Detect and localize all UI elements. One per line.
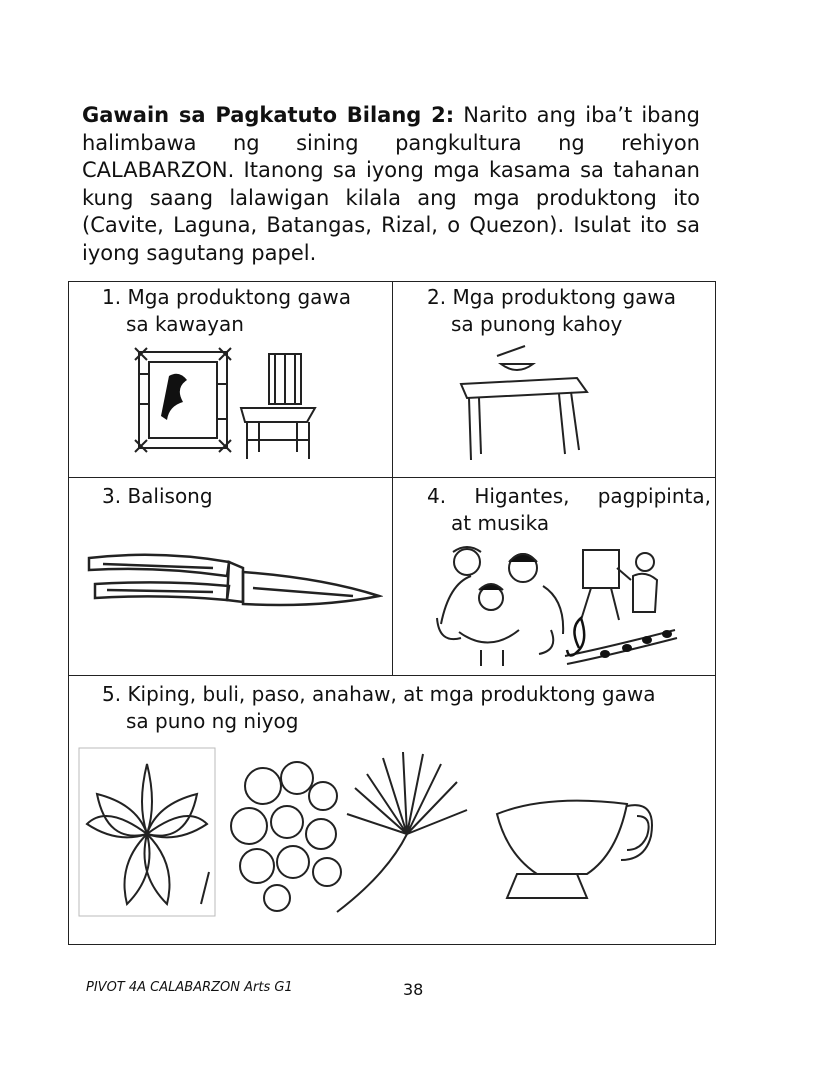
activity-instructions xyxy=(82,102,700,267)
column-divider xyxy=(392,282,393,675)
row-divider xyxy=(69,675,715,676)
activity-table xyxy=(68,281,716,945)
cell-1-caption-line1: 1. Mga produktong gawa xyxy=(102,285,352,309)
cell-4-caption-line1: 4. Higantes, pagpipinta, xyxy=(427,484,711,508)
cell-5-caption xyxy=(102,681,712,735)
cell-4-caption xyxy=(427,483,711,537)
balisong-knife-illustration xyxy=(83,544,383,624)
cell-5-caption-line2: sa puno ng niyog xyxy=(126,709,299,733)
cell-1-caption xyxy=(102,284,392,338)
activity-text: Narito ang iba’t ibang halimbawa ng sining pangkultura ng rehiyon CALABARZON. Itanong sa iyong mga kasama sa tahanan kung saang lalawigan kilala ang mga produktong ito (Cavite, Laguna, Batangas, Rizal, o Quezon). Isulat ito sa iyong sagutang papel. xyxy=(82,103,700,265)
cell-2-caption-line2: sa punong kahoy xyxy=(451,312,623,336)
cell-3-caption-line1: 3. Balisong xyxy=(102,484,213,508)
cell-2-caption xyxy=(427,284,717,338)
footer-source: PIVOT 4A CALABARZON Arts G1 xyxy=(86,980,293,995)
cell-2-caption-line1: 2. Mga produktong gawa xyxy=(427,285,677,309)
cell-5-caption-line1: 5. Kiping, buli, paso, anahaw, at mga produktong gawa xyxy=(102,682,656,706)
higantes-painting-music-illustration xyxy=(431,540,681,670)
cell-3-caption xyxy=(102,483,392,510)
kiping-buli-paso-anahaw-illustration xyxy=(77,744,677,924)
wooden-products-illustration xyxy=(457,342,597,467)
cell-1-caption-line2: sa kawayan xyxy=(126,312,244,336)
cell-4-caption-line2: at musika xyxy=(451,511,550,535)
activity-heading: Gawain sa Pagkatuto Bilang 2: xyxy=(82,103,455,127)
bamboo-products-illustration xyxy=(129,344,329,464)
page-number: 38 xyxy=(403,980,424,999)
